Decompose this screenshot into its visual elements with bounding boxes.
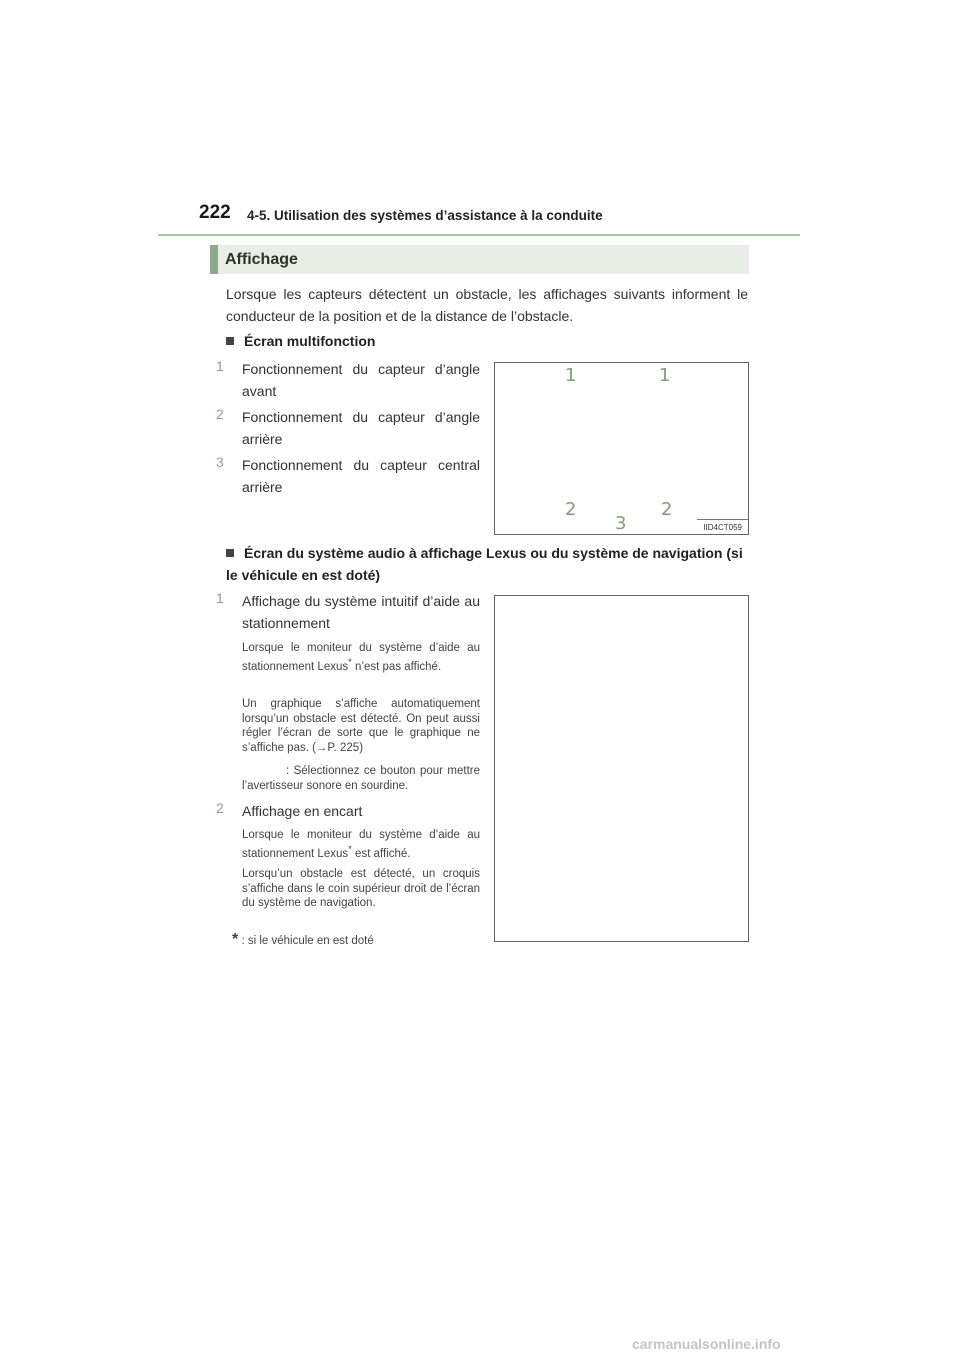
list-item: Fonctionnement du capteur central arrière: [242, 457, 480, 495]
item-number: 3: [216, 454, 224, 470]
note-text: [242, 641, 480, 674]
footnote-text: : si le véhicule en est doté: [241, 935, 374, 947]
item-number: 1: [216, 590, 224, 606]
watermark: carmanualsonline.info: [632, 1336, 781, 1352]
note-text: Un graphique s’affiche automatiquement lorsqu’un obstacle est détecté. On peut aussi régler l’écran de sorte que le graphique ne s’affiche pas. (→P. 225): [242, 698, 480, 754]
note-text: : Sélectionnez ce bouton pour mettre l’avertisseur sonore en sourdine.: [242, 765, 480, 792]
note-text: [242, 828, 480, 861]
audio-display-heading-text: Écran du système audio à affichage Lexus ou du système de navigation (si le véhicule en est doté): [226, 545, 743, 583]
multi-display-heading: [226, 330, 375, 352]
list-item: Fonctionnement du capteur d’angle avant: [242, 361, 480, 399]
audio-display-heading: [226, 542, 750, 586]
callout-2: 2: [565, 499, 577, 520]
callout-1: 1: [565, 365, 577, 386]
audio-display-figure: [494, 595, 749, 942]
asterisk-mark: *: [232, 931, 239, 948]
chapter-title: 4-5. Utilisation des systèmes d’assistance à la conduite: [247, 208, 603, 223]
figure-code: IID4CT059: [703, 523, 742, 532]
note-text-part: Lorsque le moniteur du système d’aide au stationnement Lexus: [242, 642, 480, 673]
callout-2: 2: [661, 499, 673, 520]
list-item-title: Affichage du système intuitif d’aide au stationnement: [242, 593, 480, 631]
item-number: 1: [216, 358, 224, 374]
list-item: Fonctionnement du capteur d’angle arrière: [242, 409, 480, 447]
asterisk-mark: *: [348, 843, 352, 855]
note-text-part: Lorsque le moniteur du système d’aide au stationnement Lexus: [242, 829, 480, 860]
square-bullet-icon: [226, 549, 234, 557]
asterisk-mark: *: [348, 656, 352, 668]
page-number: 222: [199, 202, 231, 223]
item-number: 2: [216, 800, 224, 816]
footnote: [232, 933, 492, 949]
callout-3: 3: [615, 513, 627, 534]
multi-display-figure: [494, 362, 749, 535]
note-text-part: est affiché.: [351, 847, 411, 860]
intro-paragraph: Lorsque les capteurs détectent un obstacle, les affichages suivants informent le conducteur de la position et de la distance de l’obstacle.: [226, 286, 748, 324]
square-bullet-icon: [226, 337, 234, 345]
section-title: Affichage: [225, 251, 298, 268]
multi-display-heading-text: Écran multifonction: [244, 333, 376, 349]
header-rule: [158, 234, 800, 236]
note-text: Lorsqu’un obstacle est détecté, un croquis s’affiche dans le coin supérieur droit de l’écran du système de navigation.: [242, 868, 480, 909]
figure-divider: [697, 519, 748, 520]
item-number: 2: [216, 406, 224, 422]
callout-1: 1: [659, 365, 671, 386]
note-text-part: n’est pas affiché.: [351, 660, 442, 673]
list-item-title: Affichage en encart: [242, 803, 363, 819]
